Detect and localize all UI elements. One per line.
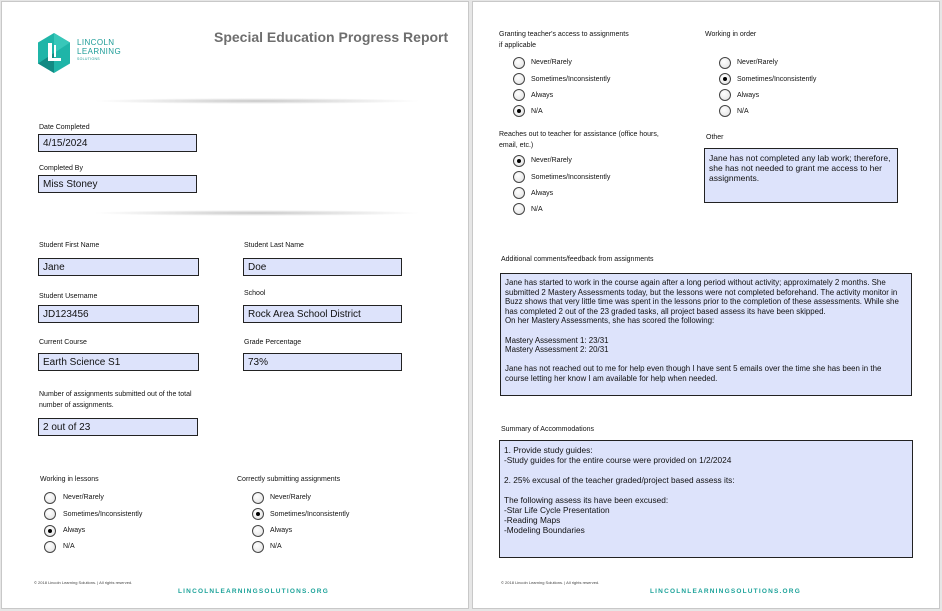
assignments-submitted-label: Number of assignments submitted out of the total number of assignments. <box>39 391 192 409</box>
option-label: Never/Rarely <box>63 494 104 501</box>
option-label: N/A <box>737 108 749 115</box>
working-in-lessons-radio-never[interactable] <box>44 492 56 504</box>
accommodations-field[interactable]: 1. Provide study guides: -Study guides for the entire course were provided on 1/2/2024 2. 25% excusal of the teacher graded/project based assess its: The following assess its have been excused: -Star Life Cycle Presentation -Reading Maps -Modeling Boundaries <box>499 440 913 558</box>
option-label: Sometimes/Inconsistently <box>270 511 350 518</box>
course-field[interactable]: Earth Science S1 <box>38 353 199 371</box>
username-field[interactable]: JD123456 <box>38 305 199 323</box>
working-in-lessons-radio-na[interactable] <box>44 541 56 553</box>
date-completed-field[interactable]: 4/15/2024 <box>38 134 197 152</box>
option-label: Never/Rarely <box>531 59 572 66</box>
option-label: N/A <box>531 206 543 213</box>
school-label: School <box>244 290 266 297</box>
correctly-submitting-radio-never[interactable] <box>252 492 264 504</box>
comments-field[interactable]: Jane has started to work in the course again after a long period without activity; approximately 2 months. She submitted 2 Mastery Assessments today, but the lessons were not completed beforehand. The activity monitor in Buzz shows that very little time was spent in the lessons prior to the completion of these assessments. While she has completed 2 out of the 23 graded tasks, all project based assess its have been skipped. On her Mastery Assessments, she has scored the following: Mastery Assessment 1: 23/31 Mastery Assessment 2: 20/31 Jane has not reached out to me for help even though I have sent 5 emails over the time she has been in the course letting her know I am available for help when needed. <box>500 273 912 396</box>
granting-access-label: Granting teacher's access to assignments if applicable <box>499 31 629 49</box>
comments-label: Additional comments/feedback from assignments <box>501 256 654 263</box>
completed-by-label: Completed By <box>39 165 83 172</box>
footer-copyright: © 2018 Lincoln Learning Solutions. | All rights reserved. <box>34 580 133 585</box>
school-field[interactable]: Rock Area School District <box>243 305 402 323</box>
last-name-label: Student Last Name <box>244 242 304 249</box>
report-page-1 <box>1 1 469 609</box>
page-title: Special Education Progress Report <box>214 29 449 45</box>
report-page-2 <box>472 1 940 609</box>
lincoln-learning-logo <box>36 32 126 76</box>
divider <box>92 210 422 216</box>
reaches-out-radio-always[interactable] <box>513 187 525 199</box>
first-name-label: Student First Name <box>39 242 100 249</box>
option-label: Never/Rarely <box>531 157 572 164</box>
correctly-submitting-radio-na[interactable] <box>252 541 264 553</box>
reaches-out-radio-na[interactable] <box>513 203 525 215</box>
option-label: Sometimes/Inconsistently <box>531 76 611 83</box>
grade-label: Grade Percentage <box>244 339 302 346</box>
option-label: Always <box>531 190 554 197</box>
correctly-submitting-label: Correctly submitting assignments <box>237 476 341 483</box>
option-label: Always <box>270 527 293 534</box>
reaches-out-radio-never[interactable] <box>513 155 525 167</box>
reaches-out-label: Reaches out to teacher for assistance (office hours, email, etc.) <box>499 131 659 149</box>
date-completed-label: Date Completed <box>39 124 90 131</box>
other-field[interactable]: Jane has not completed any lab work; therefore, she has not needed to grant me access to her assignments. <box>704 148 898 203</box>
logo-line-2: LEARNING <box>77 47 122 56</box>
option-label: Always <box>63 527 86 534</box>
working-in-order-radio-always[interactable] <box>719 89 731 101</box>
working-in-lessons-radio-sometimes[interactable] <box>44 508 56 520</box>
option-label: Never/Rarely <box>737 59 778 66</box>
course-label: Current Course <box>39 339 87 346</box>
correctly-submitting-radio-sometimes[interactable] <box>252 508 264 520</box>
option-label: N/A <box>531 108 543 115</box>
granting-access-radio-sometimes[interactable] <box>513 73 525 85</box>
option-label: Sometimes/Inconsistently <box>531 174 611 181</box>
option-label: Always <box>531 92 554 99</box>
other-label: Other <box>706 134 724 141</box>
working-in-lessons-label: Working in lessons <box>40 476 99 483</box>
last-name-field[interactable]: Doe <box>243 258 402 276</box>
divider <box>92 98 422 104</box>
working-in-order-label: Working in order <box>705 31 757 38</box>
option-label: Sometimes/Inconsistently <box>737 76 817 83</box>
logo-line-3: SOLUTIONS <box>77 57 100 61</box>
footer-copyright: © 2018 Lincoln Learning Solutions. | All rights reserved. <box>501 580 600 585</box>
assignments-submitted-field[interactable]: 2 out of 23 <box>38 418 198 436</box>
logo-line-1: LINCOLN <box>77 38 115 47</box>
granting-access-radio-na[interactable] <box>513 105 525 117</box>
granting-access-radio-never[interactable] <box>513 57 525 69</box>
option-label: Always <box>737 92 760 99</box>
option-label: N/A <box>270 543 282 550</box>
option-label: N/A <box>63 543 75 550</box>
completed-by-field[interactable]: Miss Stoney <box>38 175 197 193</box>
granting-access-radio-always[interactable] <box>513 89 525 101</box>
working-in-order-radio-sometimes[interactable] <box>719 73 731 85</box>
working-in-lessons-radio-always[interactable] <box>44 525 56 537</box>
first-name-field[interactable]: Jane <box>38 258 199 276</box>
option-label: Sometimes/Inconsistently <box>63 511 143 518</box>
accommodations-label: Summary of Accommodations <box>501 426 594 433</box>
footer-url[interactable]: LINCOLNLEARNINGSOLUTIONS.ORG <box>650 588 801 595</box>
reaches-out-radio-sometimes[interactable] <box>513 171 525 183</box>
footer-url[interactable]: LINCOLNLEARNINGSOLUTIONS.ORG <box>178 588 329 595</box>
correctly-submitting-radio-always[interactable] <box>252 525 264 537</box>
option-label: Never/Rarely <box>270 494 311 501</box>
working-in-order-radio-na[interactable] <box>719 105 731 117</box>
working-in-order-radio-never[interactable] <box>719 57 731 69</box>
username-label: Student Username <box>39 293 98 300</box>
grade-field[interactable]: 73% <box>243 353 402 371</box>
hexagon-logo-icon <box>36 32 72 74</box>
